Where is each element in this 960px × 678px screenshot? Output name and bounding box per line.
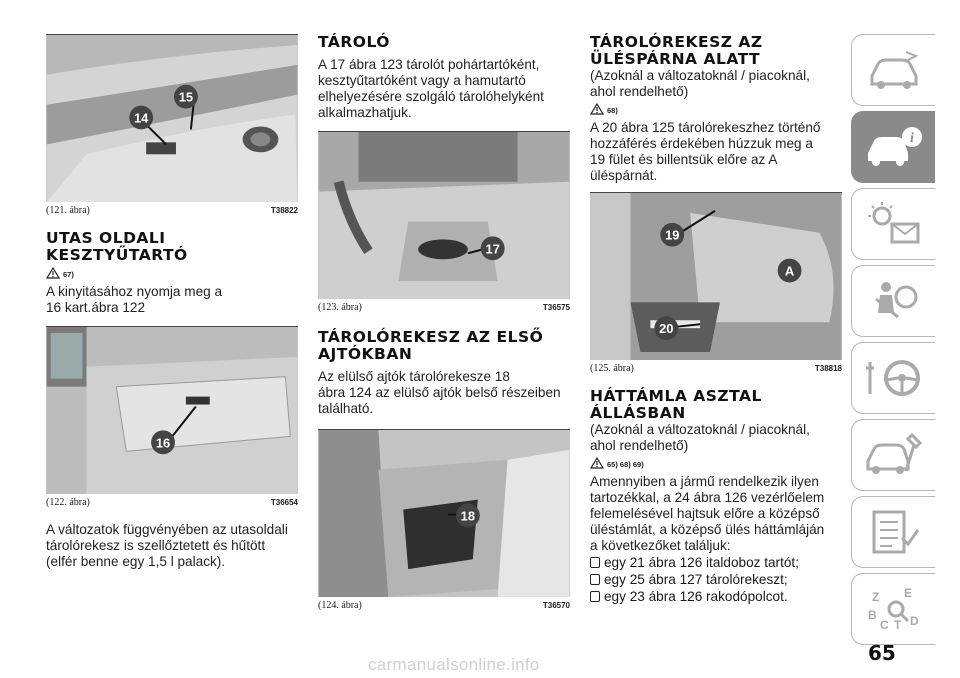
index-icon — [864, 585, 924, 633]
callout-18: 18 — [460, 508, 476, 524]
list-item: egy 21 ábra 126 italdoboz tartót; — [590, 554, 842, 571]
svg-text:i: i — [909, 131, 914, 146]
lights-icon — [864, 200, 924, 248]
sidebar-item-driving[interactable] — [851, 342, 935, 414]
sidebar-item-emergency[interactable] — [851, 419, 935, 491]
airbag-icon — [864, 277, 924, 325]
figure-122-caption: (122. ábra) T36654 — [46, 497, 298, 508]
bullet-list — [590, 554, 842, 605]
sidebar-item-lights[interactable] — [851, 188, 935, 260]
svg-text:C: C — [879, 618, 889, 632]
section-heading-door-storage: TÁROLÓREKESZ AZ ELSŐ AJTÓKBAN — [318, 328, 544, 363]
sidebar-item-maintenance[interactable] — [851, 496, 935, 568]
section-heading-storage: TÁROLÓ — [318, 33, 390, 51]
steering-icon — [864, 354, 924, 402]
sidebar-item-car[interactable] — [851, 34, 935, 106]
warning-reference: 65) 68) 69) — [590, 457, 842, 469]
figure-123-image — [318, 131, 570, 299]
figure-125-caption: (125. ábra) T38818 — [590, 363, 842, 374]
checkbox-bullet-icon — [590, 591, 600, 602]
checklist-icon — [864, 508, 924, 556]
caption-text: (121. ábra) — [46, 205, 90, 216]
warning-reference: 67) — [46, 267, 298, 279]
car-info-icon — [864, 123, 924, 171]
callout-16: 16 — [155, 435, 171, 451]
warning-icon — [590, 103, 604, 115]
callout-19: 19 — [665, 227, 680, 243]
sidebar-item-index[interactable] — [851, 573, 935, 645]
paragraph: A 20 ábra 125 tárolórekeszhez történő hozzáférés érdekében húzzuk meg a 19 fület és billentsük előre az A üléspárnát. — [590, 120, 821, 183]
checkbox-bullet-icon — [590, 574, 600, 585]
figure-124-image — [318, 429, 570, 597]
checkbox-bullet-icon — [590, 557, 600, 568]
availability-note: (Azoknál a változatoknál / piacoknál, ahol rendelhető) — [590, 422, 810, 453]
image-code: T38822 — [270, 206, 298, 215]
paragraph: A 17 ábra 123 tárolót pohártartóként, kesztyűtartóként vagy a hamutartó elhelyezésére szolgáló tárolóhelyként alkalmazhatjuk. — [318, 57, 544, 120]
figure-123-caption: (123. ábra) T36575 — [318, 302, 570, 313]
callout-15: 15 — [178, 89, 194, 105]
paragraph: Amennyiben a jármű rendelkezik ilyen tartozékkal, a 24 ábra 126 vezérlőelem felemelésével hajtsuk előre a középső üléstámlát, a középső ülés háttámláján a következőket találjuk: — [590, 474, 825, 553]
svg-text:D: D — [909, 614, 919, 628]
callout-14: 14 — [134, 110, 149, 126]
section-heading-table-position: HÁTTÁMLA ASZTAL ÁLLÁSBAN — [590, 387, 762, 422]
sidebar-item-info[interactable] — [851, 111, 935, 183]
warning-icon — [46, 267, 60, 279]
chapter-sidebar — [851, 34, 935, 650]
car-service-icon — [864, 431, 924, 479]
watermark: carmanualsonline.info — [368, 655, 540, 674]
column-1 — [46, 34, 298, 570]
paragraph: Az elülső ajtók tárolórekesze 18 ábra 124 az elülső ajtók belső részeiben található. — [318, 369, 561, 416]
section-heading-glovebox: UTAS OLDALI KESZTYŰTARTÓ — [46, 229, 188, 264]
paragraph: A kinyitásához nyomja meg a 16 kart.ábra 122 — [46, 284, 223, 315]
callout-17: 17 — [485, 241, 500, 257]
callout-20: 20 — [659, 321, 674, 337]
figure-121-caption — [46, 205, 298, 216]
figure-125-image — [590, 192, 842, 360]
figure-122-image — [46, 326, 298, 494]
svg-text:B: B — [867, 608, 877, 622]
car-icon — [864, 46, 924, 94]
callout-a: A — [784, 263, 795, 279]
svg-text:E: E — [903, 586, 912, 600]
sidebar-item-safety[interactable] — [851, 265, 935, 337]
paragraph: A változatok függvényében az utasoldali tárolórekesz is szellőztetett és hűtött (elfér benne egy 1,5 l palack). — [46, 522, 288, 569]
svg-text:Z: Z — [871, 590, 879, 604]
figure-124-caption: (124. ábra) T36570 — [318, 600, 570, 611]
availability-note: (Azoknál a változatoknál / piacoknál, ahol rendelhető) — [590, 68, 810, 99]
column-3 — [590, 34, 842, 605]
list-item: egy 23 ábra 126 rakodópolcot. — [590, 588, 842, 605]
figure-121-image — [46, 34, 298, 202]
page-number: 65 — [868, 641, 896, 665]
svg-text:T: T — [893, 618, 901, 632]
section-heading-under-seat: TÁROLÓREKESZ AZ ÜLÉSPÁRNA ALATT — [590, 33, 763, 68]
column-2 — [318, 34, 570, 611]
warning-reference: 68) — [590, 103, 842, 115]
list-item: egy 25 ábra 127 tárolórekeszt; — [590, 571, 842, 588]
warning-icon — [590, 457, 604, 469]
